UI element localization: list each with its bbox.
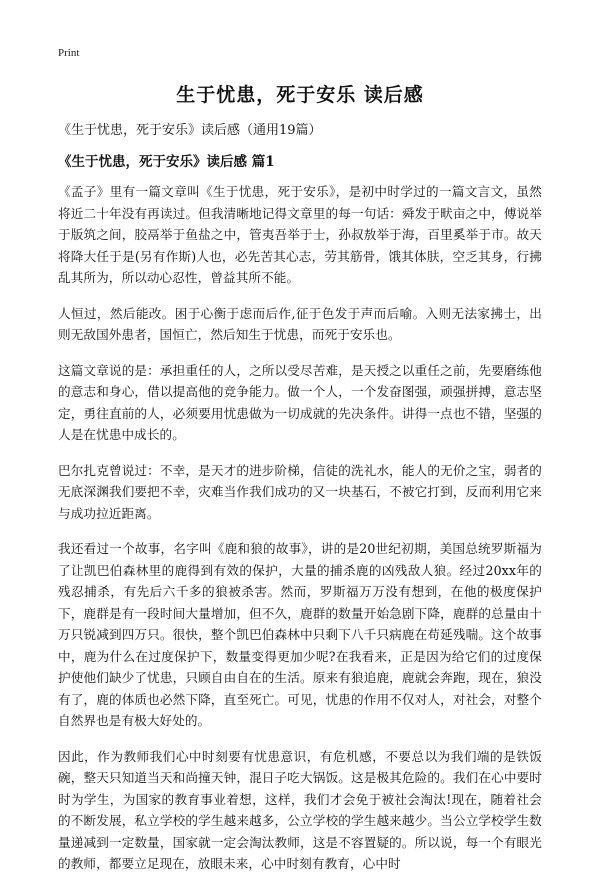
page-title: 生于忧患，死于安乐 读后感 [176, 84, 424, 106]
paragraph: 《孟子》里有一篇文章叫《生于忧患，死于安乐》，是初中时学过的一篇文言文，虽然将近二十年没有再读过。但我清晰地记得文章里的每一句话：舜发于畎亩之中，傅说举于版筑之间，胶鬲举于鱼盐之中，管夷吾举于士，孙叔敖举于海，百里奚举于市。故天将降大任于是(另有作斯)人也，必先苦其心志，劳其筋骨，饿其体肤，空乏其身，行拂乱其所为，所以动心忍性，曾益其所不能。 [58, 184, 542, 285]
paragraph: 我还看过一个故事，名字叫《鹿和狼的故事》，讲的是20世纪初期，美国总统罗斯福为了让凯巴伯森林里的鹿得到有效的保护，大量的捕杀鹿的凶残敌人狼。经过20xx年的残忍捕杀，有先后六千多的狼被杀害。然而，罗斯福万万没有想到，在他的极度保护下，鹿群是有一段时间大量增加，但不久，鹿群的数量开始急剧下降，鹿群的总量由十万只锐减到四万只。很快，整个凯巴伯森林中只剩下八千只病鹿在苟延残喘。这个故事中，鹿为什么在过度保护下，数量变得更加少呢?在我看来，正是因为给它们的过度保护使他们缺少了忧患，只顾自由自在的生活。原来有狼追鹿，鹿就会奔跑，现在，狼没有了，鹿的体质也必然下降，直至死亡。可见，忧患的作用不仅对人，对社会，对整个自然界也是有极大好处的。 [58, 541, 542, 728]
paragraph: 这篇文章说的是：承担重任的人，之所以受尽苦难，是天授之以重任之前，先要磨练他的意志和身心，借以提高他的竞争能力。做一个人，一个发奋图强，顽强拼搏，意志坚定，勇往直前的人，必须要用忧患做为一切成就的先决条件。讲得一点也不错，坚强的人是在忧患中成长的。 [58, 362, 542, 442]
paragraph: 巴尔扎克曾说过：不幸，是天才的进步阶梯，信徒的洗礼水，能人的无价之宝，弱者的无底深渊我们要把不幸，灾难当作我们成功的又一块基石，不被它打到，反而利用它来与成功拉近距离。 [58, 462, 542, 521]
article-body [58, 181, 542, 889]
paragraph: 因此，作为教师我们心中时刻要有忧患意识，有危机感，不要总以为我们端的是铁饭碗，整天只知道当天和尚撞天钟，混日子吃大锅饭。这是极其危险的。我们在心中要时时为学生，为国家的教育事业着想，这样，我们才会免于被社会淘汰!现在，随着社会的不断发展，私立学校的学生越来越多，公立学校的学生越来越少。当公立学校学生数量递减到一定数量，国家就一定会淘汰教师，这是不容置疑的。所以说，每一个有眼光的教师，都要立足现在，放眼未来，心中时刻有教育，心中时 [58, 748, 542, 871]
section-heading: 《生于忧患，死于安乐》读后感 篇1 [58, 154, 275, 170]
print-link[interactable]: Print [58, 47, 80, 59]
paragraph: 人恒过，然后能改。困于心衡于虑而后作,征于色发于声而后喻。入则无法家拂士，出则无敌国外患者，国恒亡，然后知生于忧患，而死于安乐也。 [58, 305, 542, 342]
document-subtitle: 《生于忧患，死于安乐》读后感（通用19篇） [58, 123, 322, 138]
